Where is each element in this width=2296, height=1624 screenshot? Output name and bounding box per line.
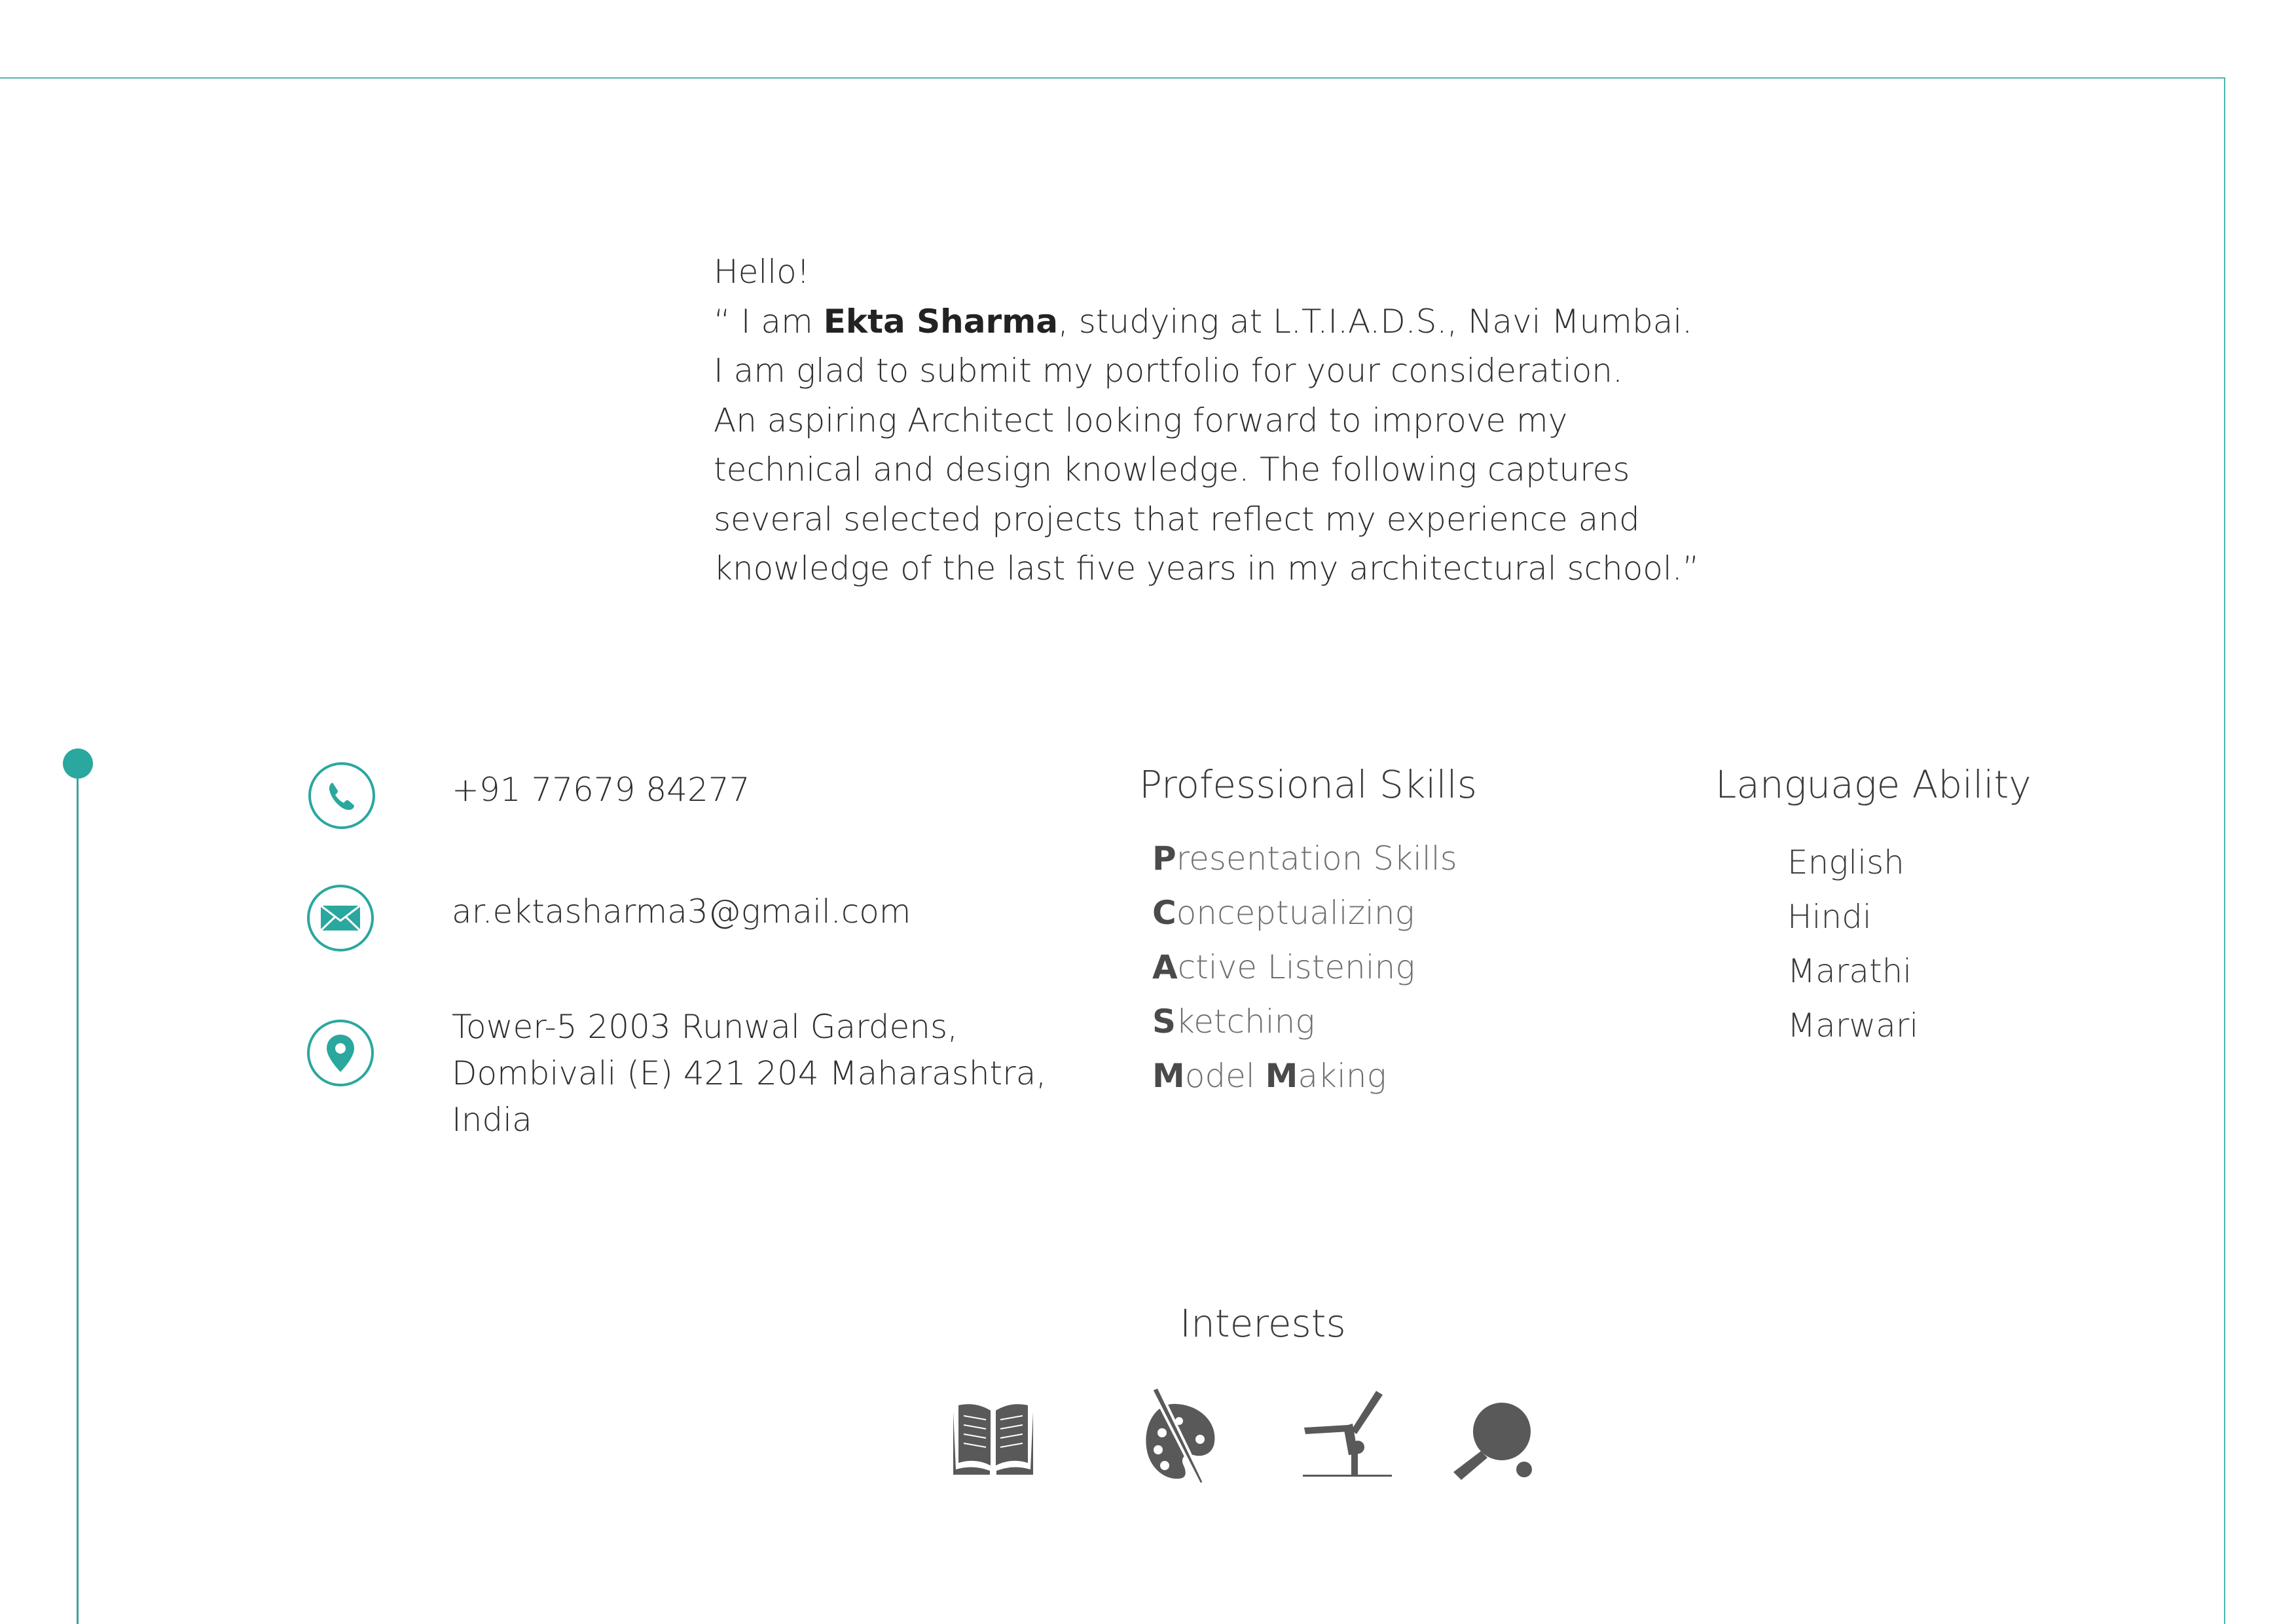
phone-number[interactable]: +91 77679 84277: [452, 771, 750, 809]
skill-rest: onceptualizing: [1176, 894, 1415, 932]
phone-icon: [308, 762, 376, 830]
skill-rest: odel: [1184, 1057, 1266, 1095]
skill-initial: C: [1152, 894, 1176, 932]
interests-heading: Interests: [1180, 1301, 1346, 1346]
skill-item: [1152, 940, 1457, 995]
mail-icon: [306, 884, 374, 952]
timeline-dot: [63, 748, 93, 779]
skill-item: [1152, 995, 1457, 1049]
skill-rest: ctive Listening: [1177, 948, 1415, 986]
skill-initial-2: M: [1265, 1057, 1298, 1095]
languages-list: [1787, 836, 1918, 1053]
skills-heading: Professional Skills: [1139, 762, 1477, 807]
location-pin-icon: [306, 1019, 374, 1087]
frame-right-line: [2224, 77, 2225, 1624]
intro-line-5: several selected projects that reflect my experience and: [714, 500, 1640, 538]
intro-greeting: Hello!: [714, 253, 810, 291]
skill-initial: S: [1152, 1003, 1176, 1041]
language-item: English: [1787, 843, 1904, 881]
address-line-3: India: [452, 1101, 532, 1139]
intro-line-2: I am glad to submit my portfolio for your consideration.: [714, 352, 1623, 390]
intro-text: [714, 248, 1700, 594]
timeline-line: [77, 760, 79, 1624]
intro-line-6: knowledge of the last five years in my architectural school.”: [714, 549, 1700, 587]
languages-heading: Language Ability: [1715, 762, 2032, 807]
skill-initial: P: [1152, 840, 1176, 877]
skills-list: [1152, 832, 1457, 1103]
skill-rest: ketching: [1176, 1003, 1315, 1041]
address: [452, 1004, 1046, 1143]
table-tennis-icon: [1452, 1400, 1536, 1481]
frame-top-line: [0, 77, 2225, 79]
intro-line-1-post: , studying at L.T.I.A.D.S., Navi Mumbai.: [1058, 302, 1693, 341]
intro-line-4: technical and design knowledge. The following captures: [714, 451, 1630, 489]
language-item: Hindi: [1787, 898, 1872, 936]
skill-item: [1152, 1049, 1457, 1103]
skill-rest: resentation Skills: [1176, 840, 1457, 877]
skill-item: [1152, 832, 1457, 886]
address-line-2: Dombivali (E) 421 204 Maharashtra,: [452, 1054, 1047, 1092]
gymnastics-icon: [1303, 1388, 1392, 1477]
email-address[interactable]: ar.ektasharma3@gmail.com: [452, 893, 911, 931]
book-icon: [949, 1401, 1037, 1480]
skill-initial: A: [1152, 948, 1178, 986]
intro-line-1-pre: “ I am: [714, 302, 824, 341]
palette-icon: [1142, 1387, 1218, 1485]
intro-name: Ekta Sharma: [823, 302, 1058, 341]
skill-item: [1152, 886, 1457, 940]
language-item: Marwari: [1787, 1006, 1919, 1044]
address-line-1: Tower-5 2003 Runwal Gardens,: [452, 1008, 958, 1046]
skill-initial: M: [1152, 1057, 1185, 1095]
language-item: Marathi: [1787, 952, 1912, 990]
intro-line-3: An aspiring Architect looking forward to improve my: [714, 401, 1568, 439]
skill-rest-2: aking: [1298, 1057, 1387, 1095]
intro-line-1: [714, 297, 1696, 347]
